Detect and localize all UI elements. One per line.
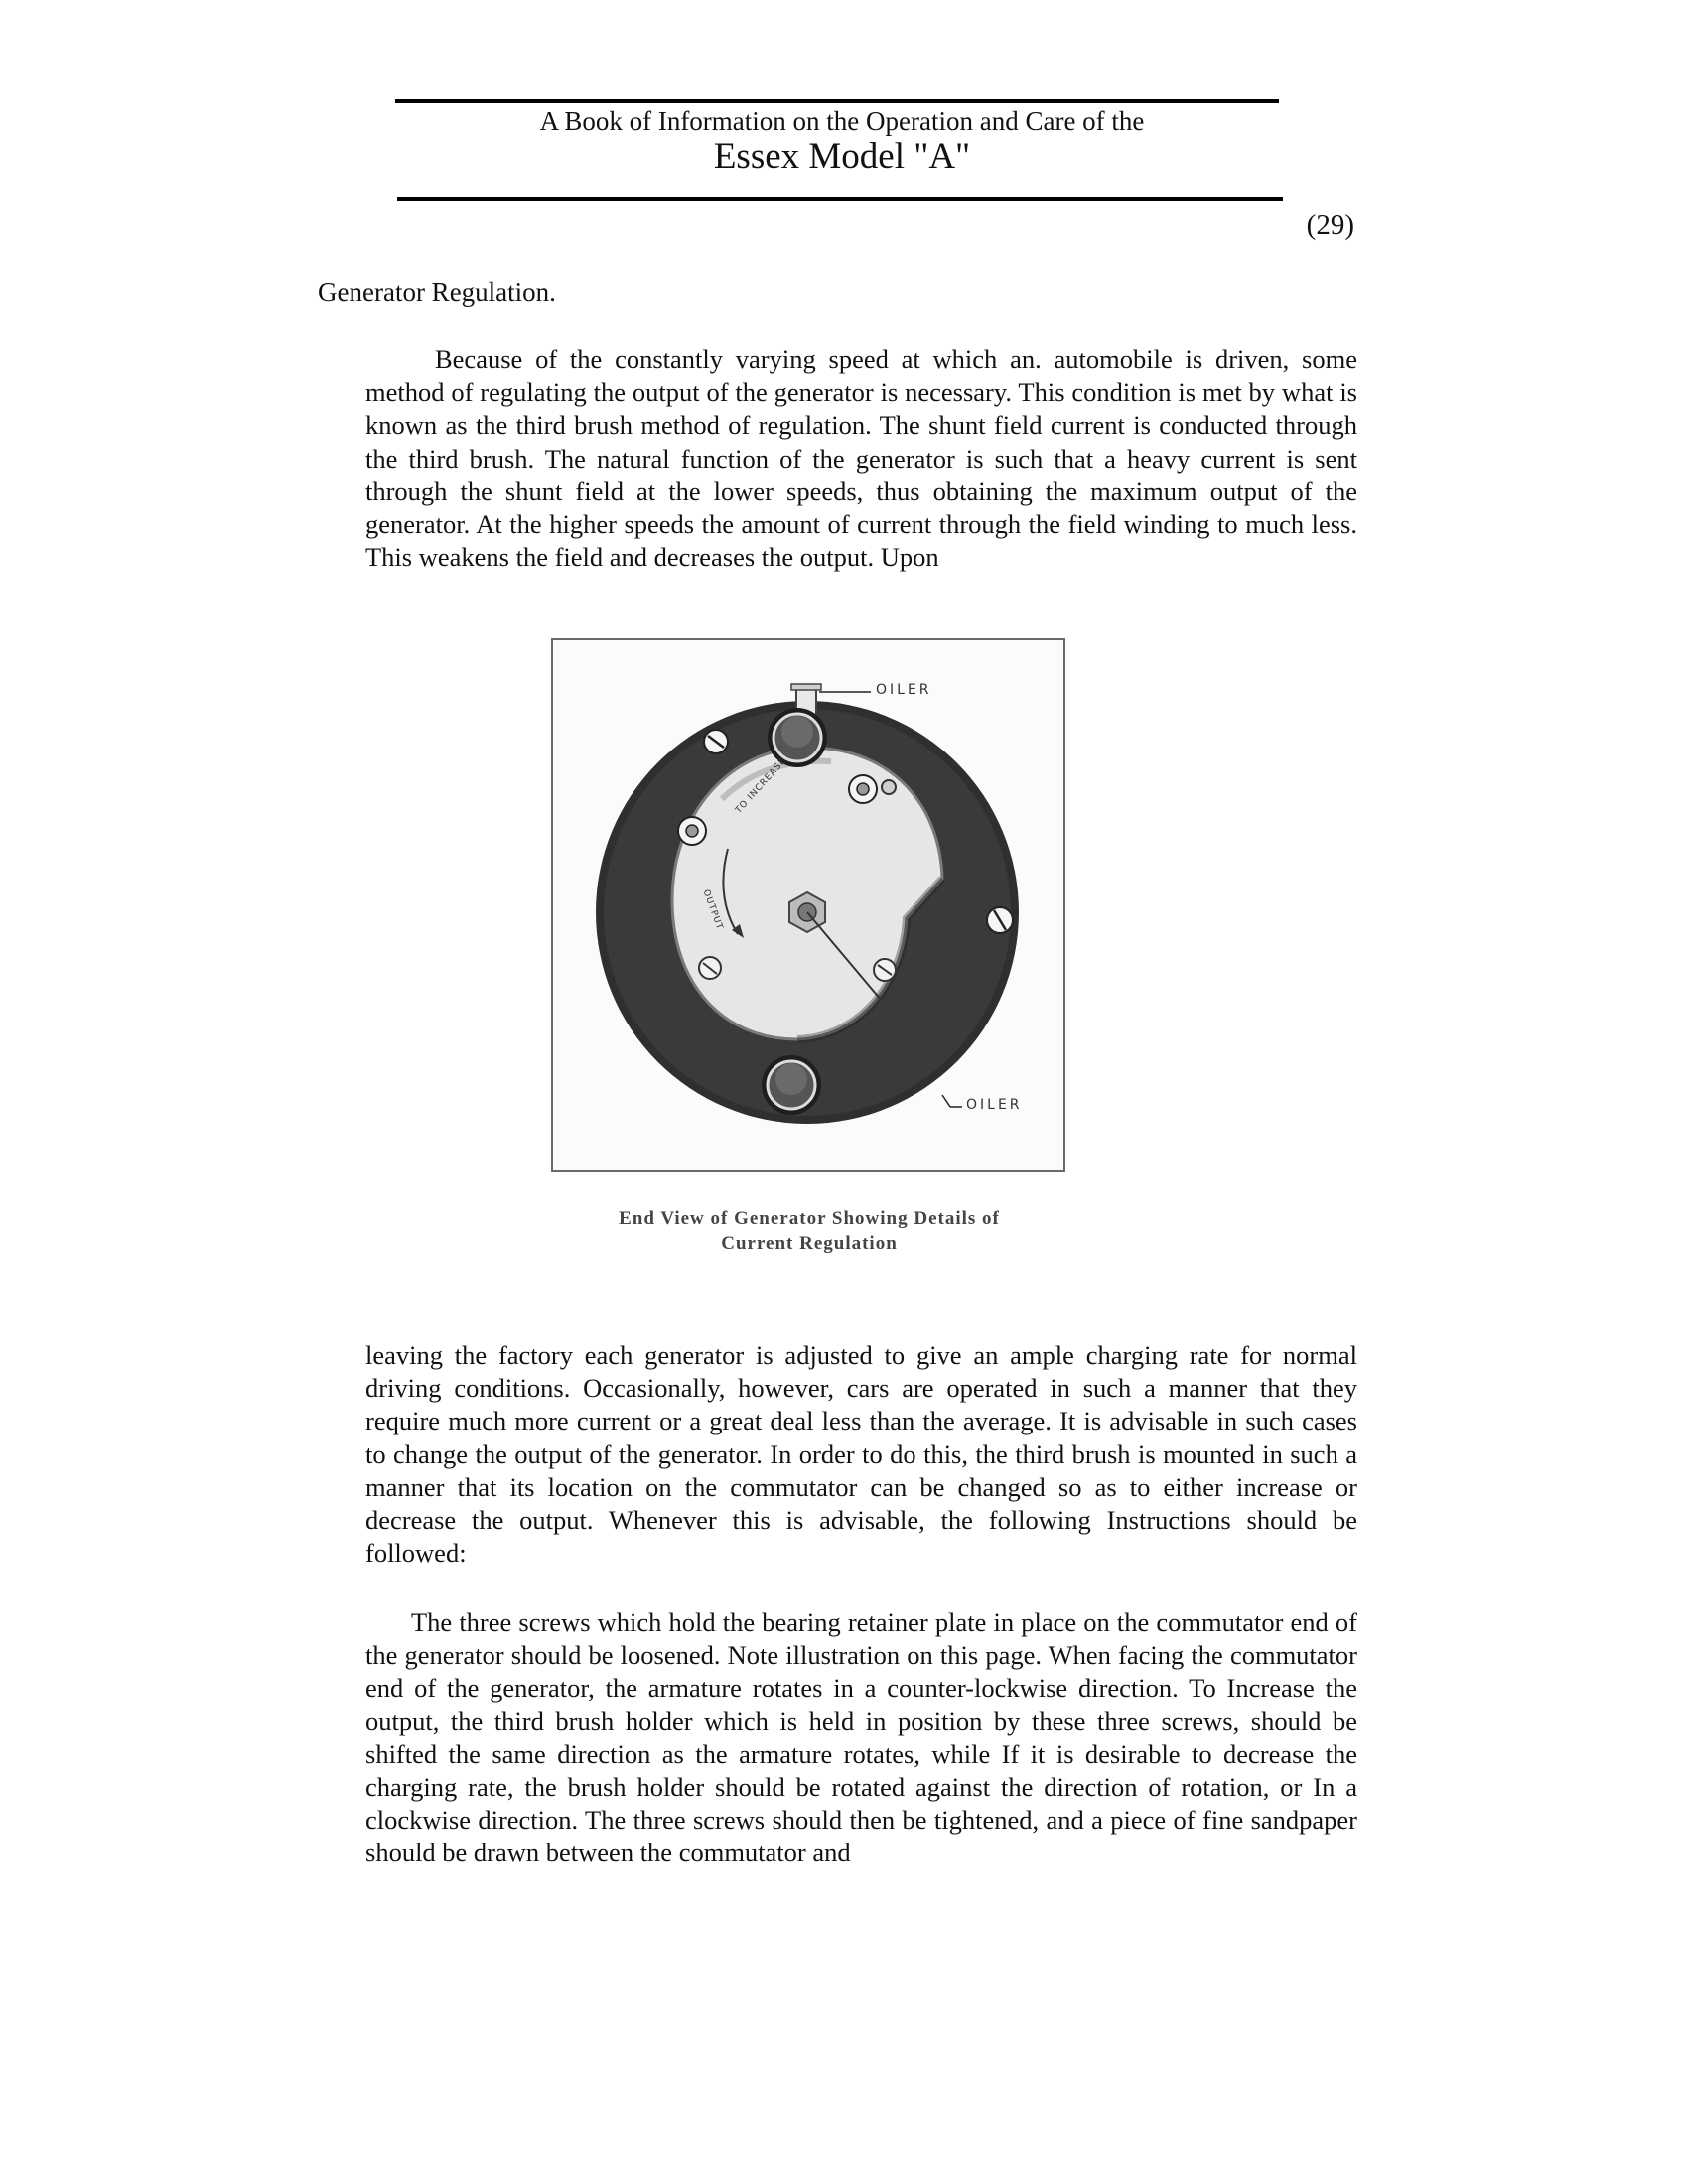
oiler-label-top: OILER [876,682,932,698]
page-title: Essex Model "A" [713,136,971,177]
page-number: (29) [1306,209,1354,241]
figure-caption-line-1: End View of Generator Showing Details of [619,1208,1000,1229]
header-rule-top [395,99,1279,103]
section-heading: Generator Regulation. [318,277,556,307]
paragraph-1: Because of the constantly varying speed at which an. automobile is driven, some method of regulating the output of the generator is necessary. This condition is met by what is known as the third brush method of regulation. The shunt field current is conducted through the third brush. The natural function of the generator is such that a heavy current is sent through the shunt field at the lower speeds, thus obtaining the maximum output of the generator. At the higher speeds the amount of current through the field winding to much less. This weakens the field and decreases the output. Upon [365,344,1357,573]
plate-text-output: OUTPUT [700,888,725,932]
brush-cap-top [768,708,827,767]
paragraph-2: leaving the factory each generator is adjusted to give an ample charging rate for normal driving conditions. Occasionally, however, cars are operated in such a manner that they require much more current or a great deal less than the average. It is advisable in such cases to change the output of the generator. In order to do this, the third brush is mounted in such a manner that its location on the commutator can be changed so as to either increase or decrease the output. Whenever this is advisable, the following Instructions should be followed: [365,1340,1357,1569]
header-rule-bottom [397,197,1283,201]
oiler-label-bottom: OILER [966,1097,1023,1113]
header-subtitle: A Book of Information on the Operation and Care of the [539,106,1145,136]
paragraph-3: The three screws which hold the bearing retainer plate in place on the commutator end of the generator should be loosened. Note illustration on this page. When facing the commutator end of the generator, the armature rotates in a counter-lockwise direction. To Increase the output, the third brush holder which is held in position by these three screws, should be shifted the same direction as the armature rotates, while If it is desirable to decrease the charging rate, the brush holder should be rotated against the direction of rotation, or In a clockwise direction. The three screws should then be tightened, and a piece of fine sandpaper should be drawn between the commutator and [365,1607,1357,1868]
generator-figure [551,638,1065,1172]
figure-caption [496,1206,1122,1256]
figure-caption-line-2: Current Regulation [721,1233,898,1254]
plate-text-increase: TO INCREASE [734,755,789,816]
generator-end-view-illustration [553,640,1063,1170]
brush-cap-bottom [762,1055,821,1115]
bottom-oiler-leader [942,1095,950,1107]
